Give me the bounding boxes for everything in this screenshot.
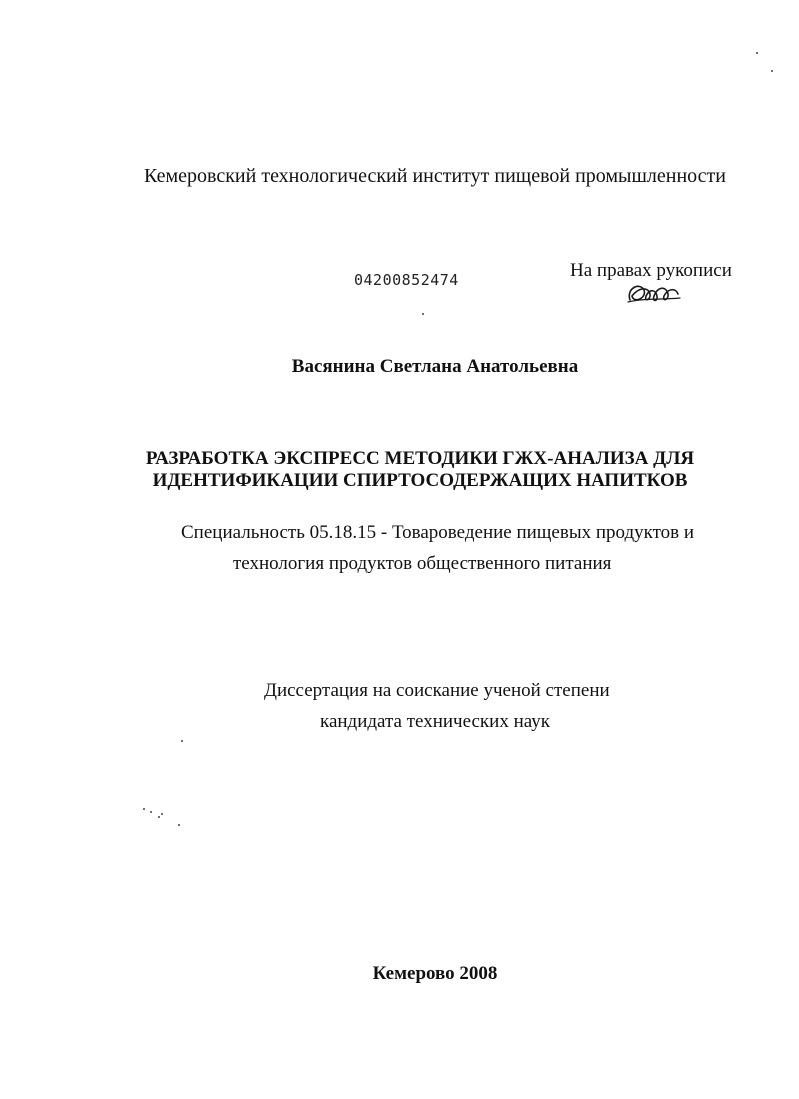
author-name: Васянина Светлана Анатольевна bbox=[291, 356, 579, 377]
degree-line: кандидата технических наук bbox=[320, 711, 550, 732]
archive-number: 04200852474 bbox=[354, 271, 459, 289]
scan-speck bbox=[756, 52, 758, 54]
scan-speck bbox=[178, 824, 180, 826]
scan-speck bbox=[771, 70, 773, 72]
handwritten-signature bbox=[624, 278, 684, 308]
scan-speck bbox=[143, 808, 145, 810]
dissertation-title bbox=[0, 448, 799, 492]
manuscript-note: На правах рукописи bbox=[570, 260, 732, 281]
speciality-line: технология продуктов общественного питания bbox=[233, 553, 612, 574]
scan-speck bbox=[161, 813, 163, 815]
city-year: Кемерово 2008 bbox=[372, 963, 498, 984]
scan-speck bbox=[158, 816, 160, 818]
scan-speck bbox=[150, 811, 152, 813]
title-line: ИДЕНТИФИКАЦИИ СПИРТОСОДЕРЖАЩИХ НАПИТКОВ bbox=[152, 470, 688, 491]
scan-speck bbox=[181, 740, 183, 742]
title-line: РАЗРАБОТКА ЭКСПРЕСС МЕТОДИКИ ГЖХ-АНАЛИЗА ДЛЯ bbox=[145, 448, 695, 469]
speciality-line: Специальность 05.18.15 - Товароведение пищевых продуктов и bbox=[181, 522, 695, 543]
scan-speck bbox=[422, 313, 424, 315]
degree-line: Диссертация на соискание ученой степени bbox=[264, 680, 610, 701]
institution-name: Кемеровский технологический институт пищевой промышленности bbox=[144, 165, 726, 187]
